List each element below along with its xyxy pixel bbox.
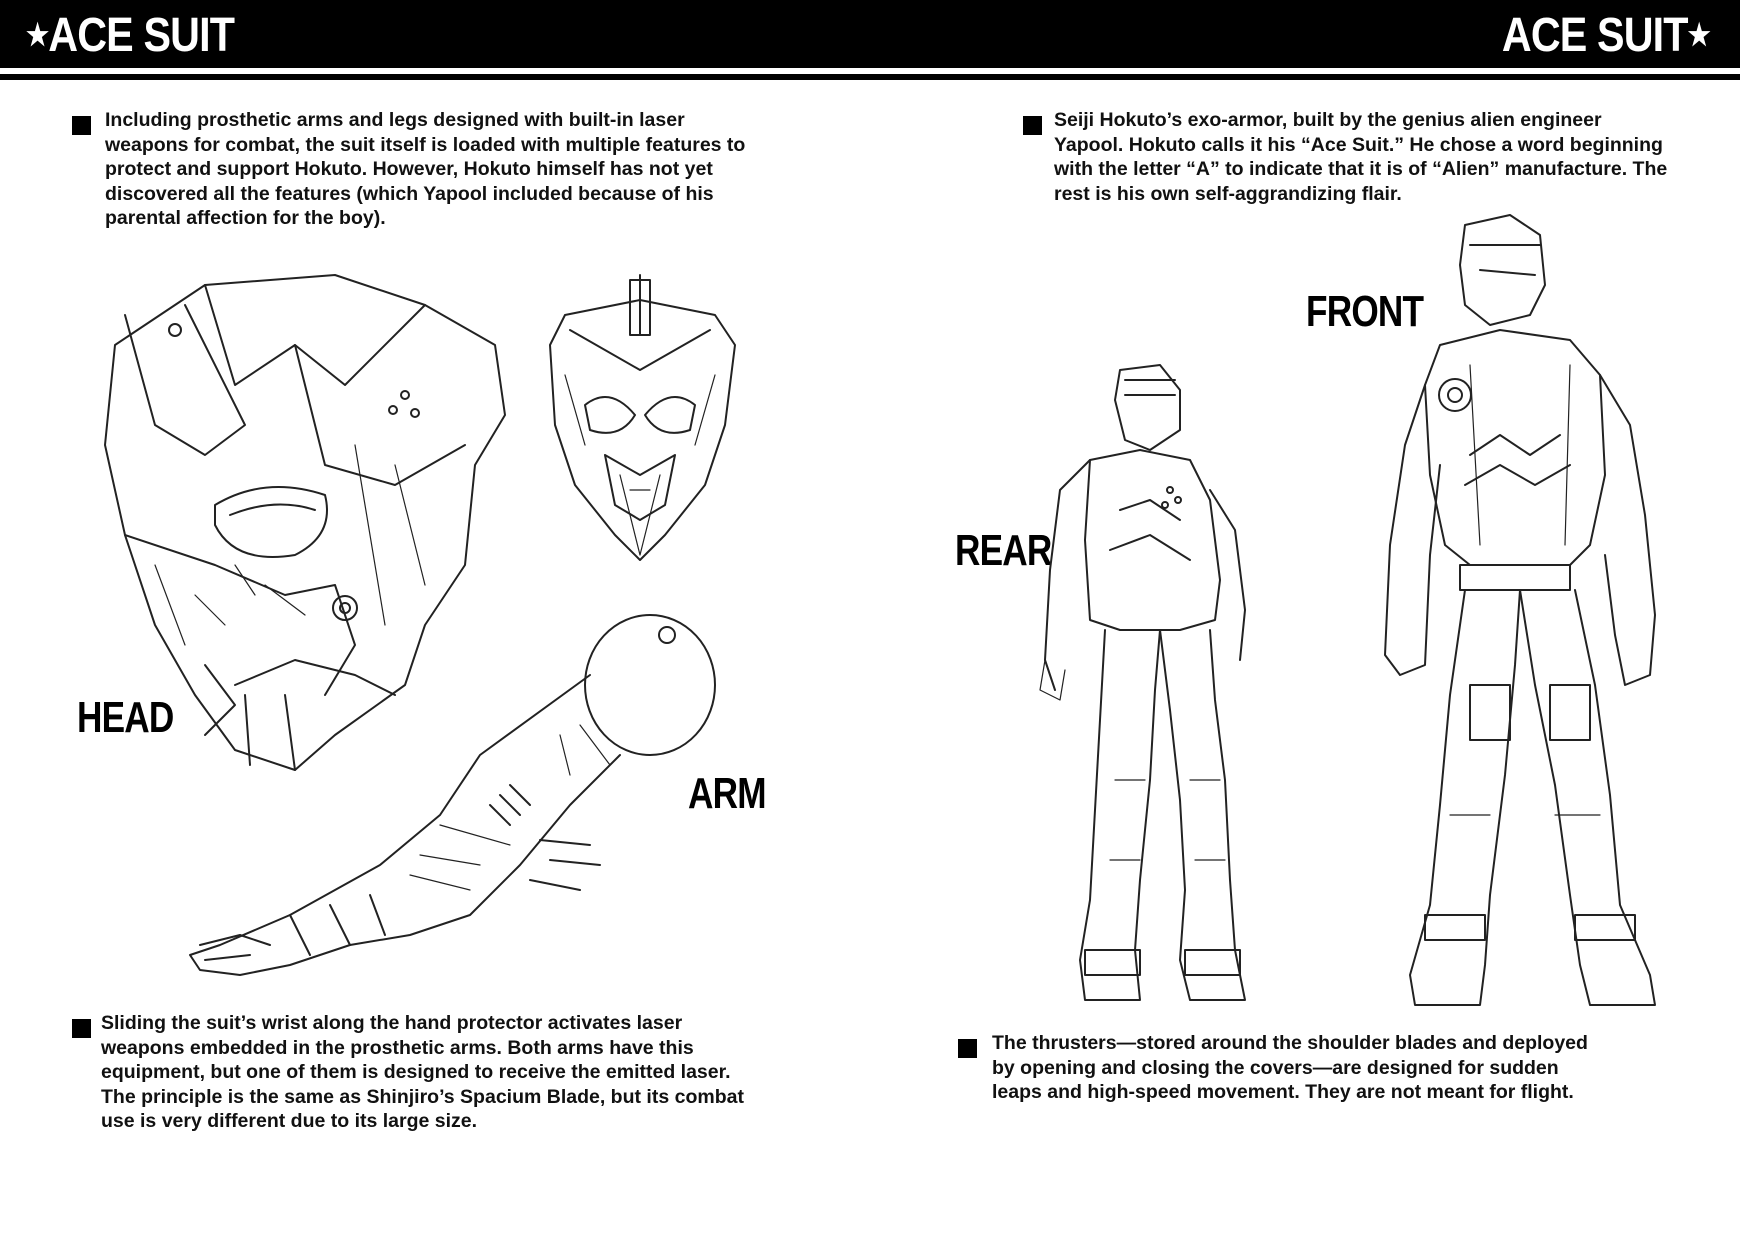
header-rule <box>0 74 1740 80</box>
right-intro-paragraph: Seiji Hokuto’s exo-armor, built by the genius alien engineer Yapool. Hokuto calls it his “Ace Suit.” He chose a word beginning with the letter “A” to indicate that it is of “Alien” manufacture. The rest is his own self-aggrandizing flair. <box>1054 109 1668 205</box>
rear-figure-illustration <box>1030 360 1290 1010</box>
label-rear: REAR <box>955 526 1052 575</box>
header-title-right-text: ACE SUIT <box>1501 9 1688 62</box>
star-icon: ★ <box>26 19 49 52</box>
bullet-square-icon <box>958 1039 977 1058</box>
header-title-left <box>26 10 234 62</box>
header-title-left-text: ACE SUIT <box>48 9 235 62</box>
arm-illustration <box>180 615 740 985</box>
front-figure-illustration <box>1370 215 1670 1010</box>
header-title-right <box>1502 10 1710 62</box>
right-caption-paragraph: The thrusters—stored around the shoulder blades and deployed by opening and closing the covers—are designed for sudden leaps and high-speed movement. They are not meant for flight. <box>992 1032 1588 1103</box>
left-caption-paragraph: Sliding the suit’s wrist along the hand protector activates laser weapons embedded in the prosthetic arms. Both arms have this equipment, but one of them is designed to receive the emitted laser. The principle is the same as Shinjiro’s Spacium Blade, but its combat use is very different due to its large size. <box>101 1012 744 1132</box>
label-head: HEAD <box>77 693 174 742</box>
bullet-square-icon <box>72 116 91 135</box>
bullet-square-icon <box>1023 116 1042 135</box>
header-bar <box>0 0 1740 68</box>
left-intro-paragraph: Including prosthetic arms and legs designed with built-in laser weapons for combat, the suit itself is loaded with multiple features to protect and support Hokuto. However, Hokuto himself has not yet discovered all the features (which Yapool included because of his parental affection for the boy). <box>105 109 746 229</box>
star-icon: ★ <box>1687 19 1710 52</box>
label-arm: ARM <box>688 769 766 818</box>
helmet-front-illustration <box>545 275 740 565</box>
label-front: FRONT <box>1306 287 1424 336</box>
bullet-square-icon <box>72 1019 91 1038</box>
